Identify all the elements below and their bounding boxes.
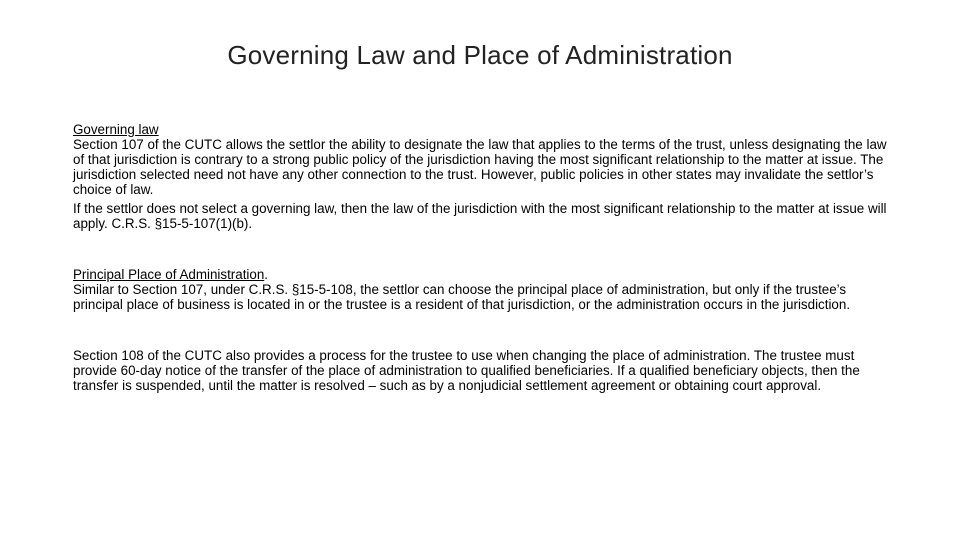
governing-law-paragraph-1: Section 107 of the CUTC allows the settlor the ability to designate the law that applies to the terms of the trust, unless designating the law of that jurisdiction is contrary to a strong public policy of the jurisdiction having the most significant relationship to the matter at issue. The jurisdiction selected need not have any other connection to the trust. However, public policies in other states may invalidate the settlor’s choice of law.: [73, 137, 887, 197]
slide-title: Governing Law and Place of Administration: [227, 40, 733, 70]
governing-law-section: [73, 122, 893, 231]
section-108-section: [73, 348, 893, 393]
governing-law-heading: Governing law: [73, 122, 159, 137]
principal-place-heading-line: [73, 267, 893, 282]
principal-place-paragraph-1: Similar to Section 107, under C.R.S. §15-5-108, the settlor can choose the principal place of administration, but only if the trustee’s principal place of business is located in or the trustee is a resident of that jurisdiction, or the administration occurs in the jurisdiction.: [73, 282, 851, 312]
slide-body: [73, 122, 893, 393]
principal-place-heading-suffix: .: [264, 267, 269, 282]
section-108-paragraph: Section 108 of the CUTC also provides a process for the trustee to use when changing the place of administration. The trustee must provide 60-day notice of the transfer of the place of administration to qualified beneficiaries. If a qualified beneficiary objects, then the transfer is suspended, until the matter is resolved – such as by a nonjudicial settlement agreement or obtaining court approval.: [73, 348, 860, 393]
principal-place-heading: Principal Place of Administration: [73, 267, 265, 282]
governing-law-paragraph-2: If the settlor does not select a governing law, then the law of the jurisdiction with the most significant relationship to the matter at issue will apply. C.R.S. §15-5-107(1)(b).: [73, 201, 887, 231]
principal-place-section: [73, 267, 893, 312]
